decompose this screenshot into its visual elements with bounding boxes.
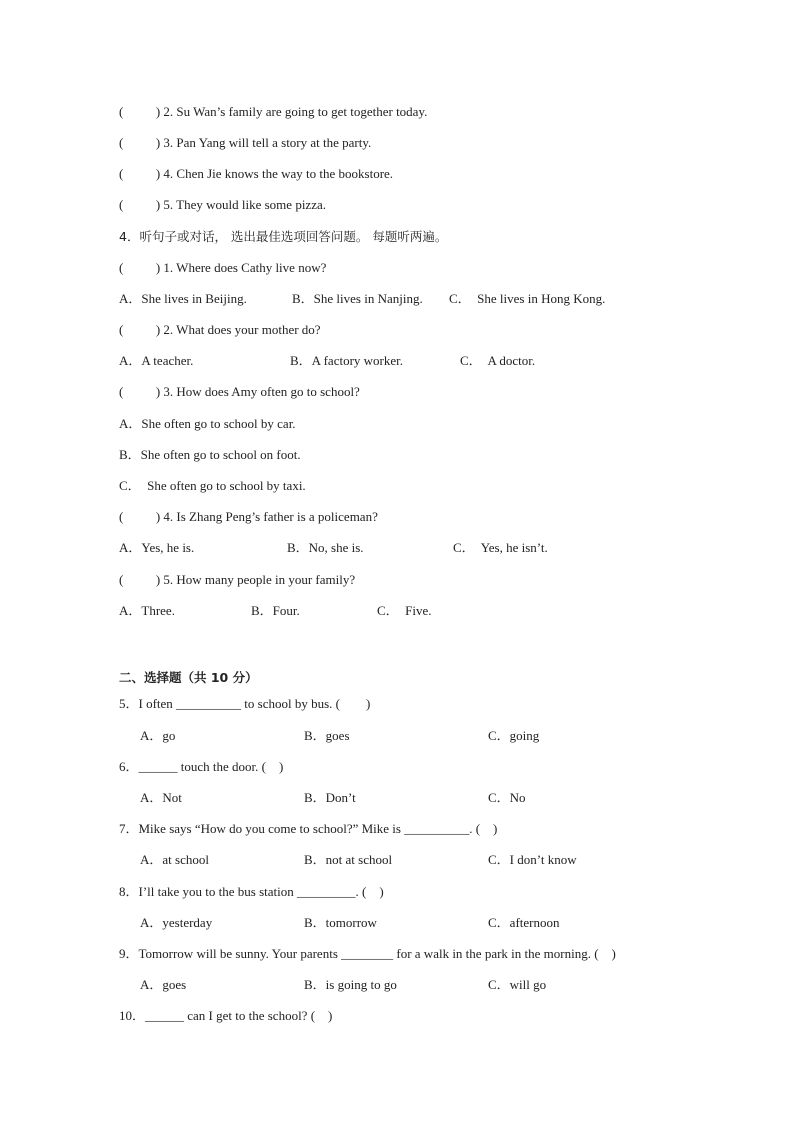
q4-item-1-option-b: B．She lives in Nanjing. [292,291,423,306]
section2-heading: 二、选择题（共 10 分） [119,670,258,685]
mc-q8-option-a: A．yesterday [140,915,213,930]
mc-question-9: 9．Tomorrow will be sunny. Your parents ________ for a walk in the park in the morning. ( ) [119,946,616,961]
q4-item-3-stem: ( ) 3. How does Amy often go to school? [119,384,360,399]
q4-item-5-option-c: C． Five. [377,603,432,618]
q4-item-5-stem: ( ) 5. How many people in your family? [119,572,356,587]
q4-item-1-stem: ( ) 1. Where does Cathy live now? [119,260,327,275]
q4-item-4-option-a: A．Yes, he is. [119,540,195,555]
mc-q6-option-a: A．Not [140,790,182,805]
q4-item-5-option-b: B．Four. [251,603,300,618]
mc-q5-option-a: A．go [140,728,176,743]
mc-q8-option-b: B．tomorrow [304,915,377,930]
mc-question-5: 5．I often __________ to school by bus. ( ) [119,696,371,711]
q4-item-3-option-c: C． She often go to school by taxi. [119,478,306,493]
q4-item-5-option-a: A．Three. [119,603,175,618]
mc-question-10: 10．______ can I get to the school? ( ) [119,1008,333,1023]
mc-q6-option-b: B．Don’t [304,790,356,805]
mc-question-8: 8．I’ll take you to the bus station _________. ( ) [119,884,384,899]
q4-heading: 4．听句子或对话， 选出最佳选项回答问题。 每题听两遍。 [119,229,448,244]
q4-item-4-option-c: C． Yes, he isn’t. [453,540,548,555]
q4-item-3-option-a: A．She often go to school by car. [119,416,296,431]
mc-question-7: 7．Mike says “How do you come to school?” Mike is __________. ( ) [119,821,498,836]
q4-item-1-option-c: C． She lives in Hong Kong. [449,291,606,306]
mc-question-6: 6．______ touch the door. ( ) [119,759,284,774]
tf-item-5: ( ) 5. They would like some pizza. [119,197,326,212]
mc-q7-option-a: A．at school [140,852,209,867]
q4-item-3-option-b: B．She often go to school on foot. [119,447,301,462]
mc-q5-option-c: C．going [488,728,540,743]
q4-item-2-stem: ( ) 2. What does your mother do? [119,322,321,337]
mc-q8-option-c: C．afternoon [488,915,560,930]
tf-item-3: ( ) 3. Pan Yang will tell a story at the party. [119,135,372,150]
q4-item-4-stem: ( ) 4. Is Zhang Peng’s father is a policeman? [119,509,378,524]
mc-q9-option-a: A．goes [140,977,187,992]
mc-q7-option-b: B．not at school [304,852,393,867]
mc-q6-option-c: C．No [488,790,526,805]
mc-q9-option-b: B．is going to go [304,977,397,992]
mc-q9-option-c: C．will go [488,977,547,992]
q4-item-2-option-a: A．A teacher. [119,353,194,368]
q4-item-1-option-a: A．She lives in Beijing. [119,291,247,306]
tf-item-4: ( ) 4. Chen Jie knows the way to the bookstore. [119,166,394,181]
mc-q7-option-c: C．I don’t know [488,852,577,867]
q4-item-2-option-c: C． A doctor. [460,353,536,368]
mc-q5-option-b: B．goes [304,728,350,743]
tf-item-2: ( ) 2. Su Wan’s family are going to get together today. [119,104,428,119]
q4-item-2-option-b: B．A factory worker. [290,353,404,368]
q4-item-4-option-b: B．No, she is. [287,540,364,555]
